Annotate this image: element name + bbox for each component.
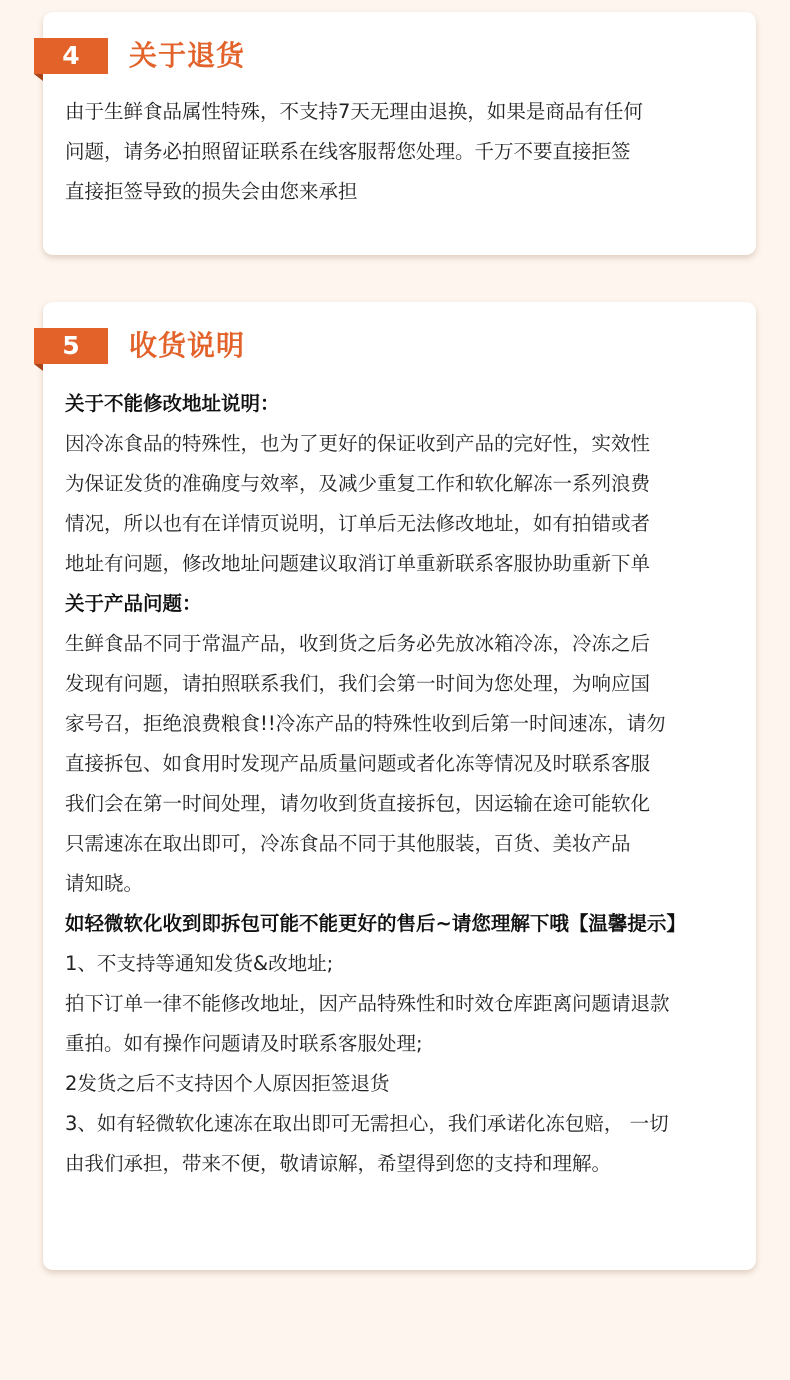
section-subheading: 如轻微软化收到即拆包可能不能更好的售后~请您理解下哦【温馨提示】 <box>65 912 686 935</box>
section-card-return-policy <box>43 12 756 255</box>
body-text-line: 2发货之后不支持因个人原因拒签退货 <box>65 1072 390 1095</box>
section-subheading: 关于不能修改地址说明： <box>65 392 280 415</box>
body-text-line: 发现有问题，请拍照联系我们，我们会第一时间为您处理，为响应国 <box>65 672 651 695</box>
body-text-line: 只需速冻在取出即可，冷冻食品不同于其他服装，百货、美妆产品 <box>65 832 631 855</box>
body-text-line: 由我们承担，带来不便，敬请谅解，希望得到您的支持和理解。 <box>65 1152 612 1175</box>
section-number-badge: 5 <box>34 328 108 364</box>
body-text-line: 我们会在第一时间处理，请勿收到货直接拆包，因运输在途可能软化 <box>65 792 651 815</box>
body-text-line: 由于生鲜食品属性特殊，不支持7天无理由退换，如果是商品有任何 <box>65 100 643 123</box>
section-subheading: 关于产品问题： <box>65 592 202 615</box>
section-title: 关于退货 <box>129 39 246 72</box>
body-text-line: 拍下订单一律不能修改地址，因产品特殊性和时效仓库距离问题请退款 <box>65 992 670 1015</box>
body-text-line: 家号召，拒绝浪费粮食!!冷冻产品的特殊性收到后第一时间速冻，请勿 <box>65 712 666 735</box>
section-card-receiving-notes <box>43 302 756 1270</box>
section-body <box>65 384 755 1184</box>
section-title: 收货说明 <box>129 329 246 362</box>
body-text-line: 请知晓。 <box>65 872 144 895</box>
body-text-line: 因冷冻食品的特殊性，也为了更好的保证收到产品的完好性，实效性 <box>65 432 651 455</box>
body-text-line: 直接拒签导致的损失会由您来承担 <box>65 180 358 203</box>
section-body <box>65 92 755 212</box>
body-text-line: 生鲜食品不同于常温产品，收到货之后务必先放冰箱冷冻，冷冻之后 <box>65 632 651 655</box>
body-text-line: 情况，所以也有在详情页说明，订单后无法修改地址，如有拍错或者 <box>65 512 651 535</box>
body-text-line: 1、不支持等通知发货&改地址; <box>65 952 334 975</box>
body-text-line: 问题，请务必拍照留证联系在线客服帮您处理。千万不要直接拒签 <box>65 140 631 163</box>
body-text-line: 重拍。如有操作问题请及时联系客服处理; <box>65 1032 423 1055</box>
body-text-line: 地址有问题，修改地址问题建议取消订单重新联系客服协助重新下单 <box>65 552 651 575</box>
section-number-badge: 4 <box>34 38 108 74</box>
body-text-line: 3、如有轻微软化速冻在取出即可无需担心，我们承诺化冻包赔， 一切 <box>65 1112 669 1135</box>
body-text-line: 为保证发货的准确度与效率，及减少重复工作和软化解冻一系列浪费 <box>65 472 651 495</box>
body-text-line: 直接拆包、如食用时发现产品质量问题或者化冻等情况及时联系客服 <box>65 752 651 775</box>
